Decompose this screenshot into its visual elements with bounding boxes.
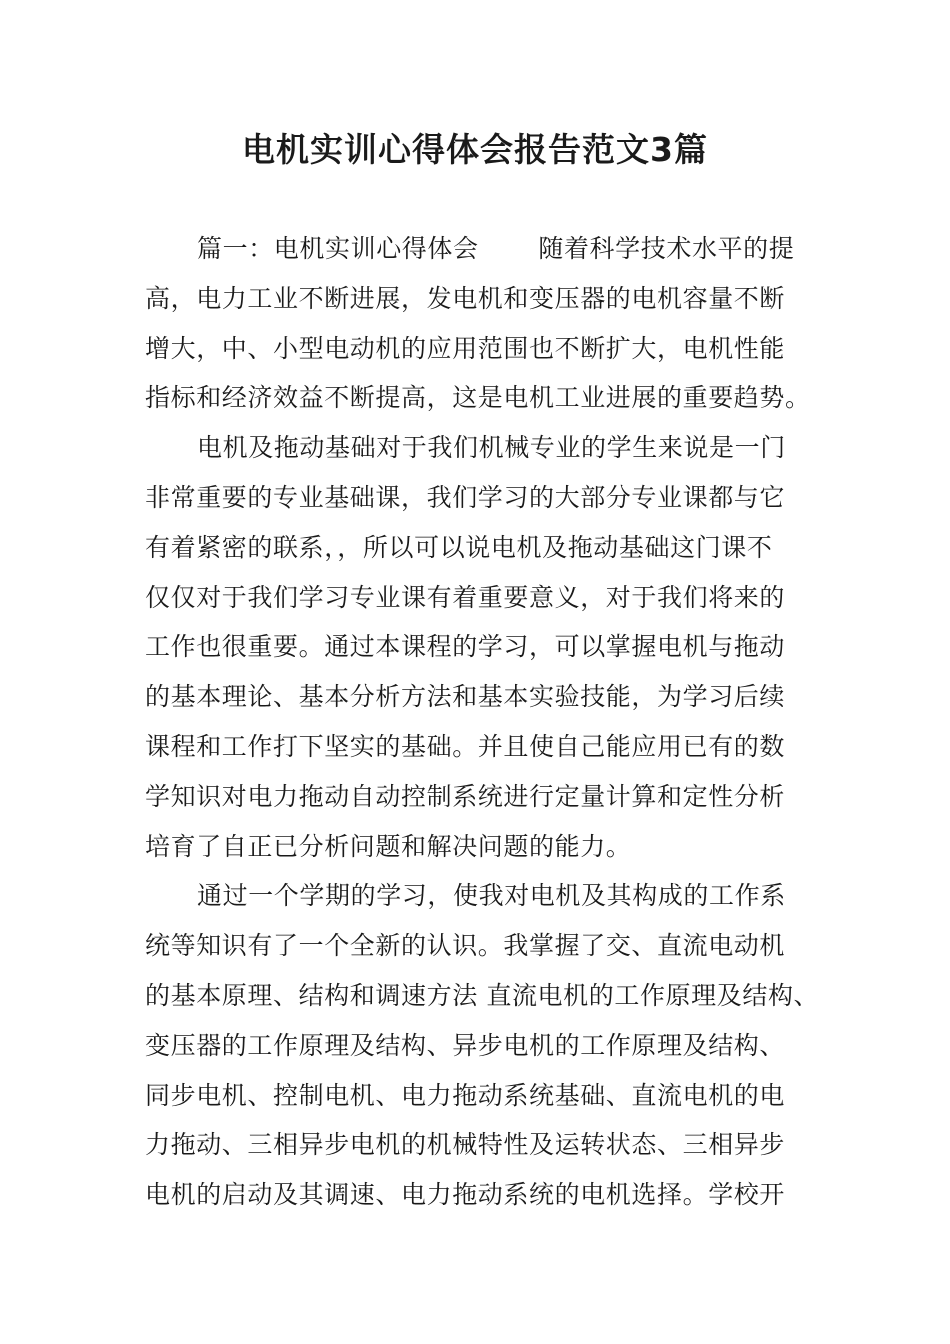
text-line-17: 变压器的工作原理及结构、异步电机的工作原理及结构、 <box>145 1031 786 1060</box>
document-title: 电机实训心得体会报告范文3篇 <box>242 130 708 169</box>
text-line-13: 培育了自正已分析问题和解决问题的能力。 <box>145 832 632 861</box>
text-line-9: 工作也很重要。通过本课程的学习，可以掌握电机与拖动 <box>145 632 786 661</box>
text-line-19: 力拖动、三相异步电机的机械特性及运转状态、三相异步 <box>145 1130 786 1159</box>
text-line-6: 非常重要的专业基础课，我们学习的大部分专业课都与它 <box>145 483 786 512</box>
text-line-5: 电机及拖动基础对于我们机械专业的学生来说是一门 <box>197 433 786 462</box>
text-line-8: 仅仅对于我们学习专业课有着重要意义，对于我们将来的 <box>145 583 786 612</box>
text-line-16: 的基本原理、结构和调速方法 直流电机的工作原理及结构、 <box>145 981 820 1010</box>
text-line-10: 的基本理论、基本分析方法和基本实验技能，为学习后续 <box>145 682 786 711</box>
text-line-14: 通过一个学期的学习，使我对电机及其构成的工作系 <box>197 881 786 910</box>
text-line-12: 学知识对电力拖动自动控制系统进行定量计算和定性分析 <box>145 782 786 811</box>
text-line-4: 指标和经济效益不断提高，这是电机工业进展的重要趋势。 <box>145 383 811 412</box>
text-line-11: 课程和工作打下坚实的基础。并且使自己能应用已有的数 <box>145 732 786 761</box>
text-line-1: 篇一：电机实训心得体会 随着科学技术水平的提 <box>197 234 795 263</box>
text-line-3: 增大，中、小型电动机的应用范围也不断扩大，电机性能 <box>145 334 786 363</box>
text-line-15: 统等知识有了一个全新的认识。我掌握了交、直流电动机 <box>145 931 786 960</box>
text-line-20: 电机的启动及其调速、电力拖动系统的电机选择。学校开 <box>145 1180 786 1209</box>
text-line-18: 同步电机、控制电机、电力拖动系统基础、直流电机的电 <box>145 1081 786 1110</box>
text-line-7: 有着紧密的联系，，所以可以说电机及拖动基础这门课不 <box>145 533 773 562</box>
text-line-2: 高，电力工业不断进展，发电机和变压器的电机容量不断 <box>145 284 786 313</box>
